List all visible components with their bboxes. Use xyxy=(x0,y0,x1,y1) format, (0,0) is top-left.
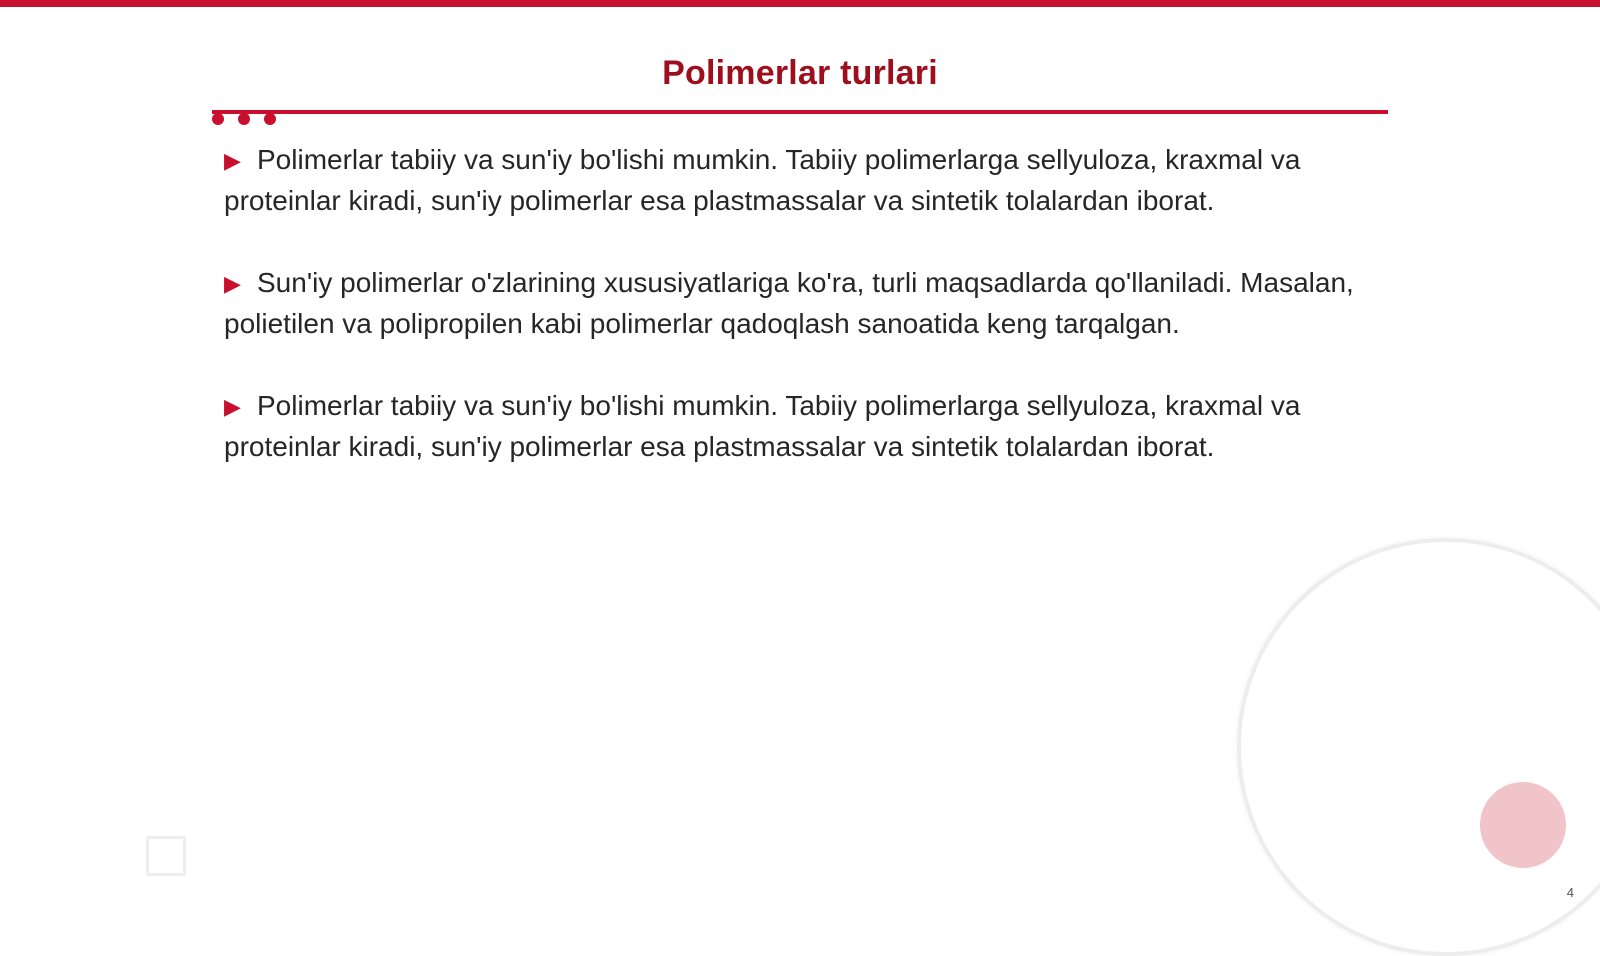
page-number: 4 xyxy=(1566,885,1574,900)
bullet-paragraph xyxy=(224,140,1374,221)
triangle-right-icon: ▶ xyxy=(224,394,241,419)
triangle-right-icon: ▶ xyxy=(224,271,241,296)
paragraph-text: Polimerlar tabiiy va sun'iy bo'lishi mumkin. Tabiiy polimerlarga sellyuloza, kraxmal va proteinlar kiradi, sun'iy polimerlar esa plastmassalar va sintetik tolalardan iborat. xyxy=(224,390,1301,462)
bullet-paragraph xyxy=(224,386,1374,467)
paragraph-text: Sun'iy polimerlar o'zlarining xususiyatlariga ko'ra, turli maqsadlarda qo'llaniladi. Masalan, polietilen va polipropilen kabi polimerlar qadoqlash sanoatida keng tarqalgan. xyxy=(224,267,1354,339)
decorative-dot xyxy=(212,113,224,125)
decorative-blob xyxy=(1480,782,1566,868)
bullet-paragraph xyxy=(224,263,1374,344)
slide-body xyxy=(224,140,1374,509)
slide-title: Polimerlar turlari xyxy=(662,54,938,92)
title-underline xyxy=(212,110,1388,114)
decorative-circle xyxy=(1237,538,1600,956)
decorative-square xyxy=(146,836,186,876)
triangle-right-icon: ▶ xyxy=(224,148,241,173)
decorative-dot xyxy=(264,113,276,125)
decorative-dot xyxy=(238,113,250,125)
top-accent-bar xyxy=(0,0,1600,7)
paragraph-text: Polimerlar tabiiy va sun'iy bo'lishi mumkin. Tabiiy polimerlarga sellyuloza, kraxmal va proteinlar kiradi, sun'iy polimerlar esa plastmassalar va sintetik tolalardan iborat. xyxy=(224,144,1301,216)
